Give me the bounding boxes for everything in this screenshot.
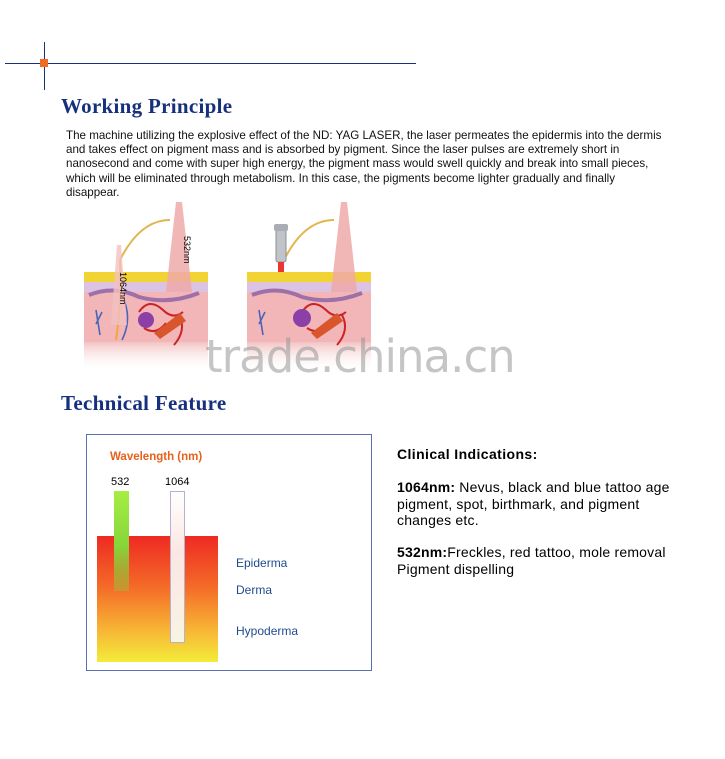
clinical-item-532-key: 532nm: — [397, 544, 448, 560]
header-rule — [5, 63, 416, 64]
clinical-indications-heading: Clinical Indications: — [397, 446, 538, 462]
working-principle-paragraph: The machine utilizing the explosive effect of the ND: YAG LASER, the laser permeates the epidermis into the dermis and takes effect on pigment mass and is absorbed by pigment. Since the laser pulses are extremely short in nanosecond and come with super high energy, the pigment mass would swell quickly and break into small pieces, which will be eliminated through metabolism. In this case, the pigments become lighter gradually and finally disappear. — [66, 129, 662, 199]
layer-label-hypoderma: Hypoderma — [236, 624, 299, 638]
wavelength-1064-bar — [170, 491, 185, 643]
clinical-item-532 — [397, 544, 687, 577]
clinical-item-532-text: Freckles, red tattoo, mole removal Pigment dispelling — [397, 544, 666, 577]
label-532nm: 532nm — [182, 236, 192, 264]
layer-label-derma: Derma — [236, 583, 273, 597]
clinical-item-1064-key: 1064nm: — [397, 479, 456, 495]
wavelength-532-label: 532 — [111, 476, 130, 488]
layer-label-epiderma: Epiderma — [236, 556, 288, 570]
clinical-item-1064 — [397, 479, 687, 529]
header-orange-square — [40, 59, 48, 67]
wavelength-1064-label: 1064 — [165, 476, 190, 488]
watermark: trade.china.cn — [205, 330, 515, 383]
wavelength-532-bar — [114, 491, 129, 591]
clinical-item-1064-text: Nevus, black and blue tattoo age pigment, spot, birthmark, and pigment changes etc. — [397, 479, 670, 529]
label-1064nm: 1064nm — [118, 272, 128, 305]
skin-illustration-dual-wavelength — [84, 200, 208, 375]
wavelength-label: Wavelength (nm) — [110, 451, 203, 463]
working-principle-title: Working Principle — [61, 94, 233, 118]
technical-feature-title: Technical Feature — [61, 391, 227, 415]
